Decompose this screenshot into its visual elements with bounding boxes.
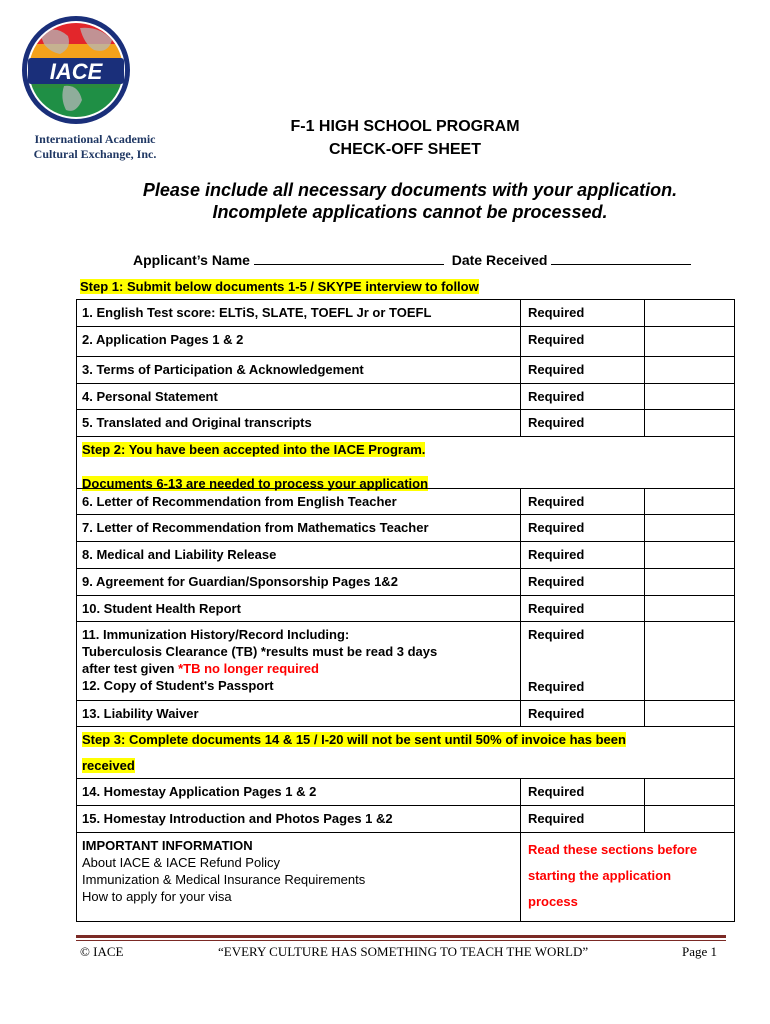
checkbox-cell[interactable] bbox=[645, 515, 734, 541]
step-1-heading: Step 1: Submit below documents 1-5 / SKYPE interview to follow bbox=[80, 279, 479, 294]
checkbox-cell[interactable] bbox=[645, 327, 734, 356]
required-label: Required bbox=[521, 542, 645, 568]
item-label: 9. Agreement for Guardian/Sponsorship Pages 1&2 bbox=[77, 569, 521, 595]
item-label: 8. Medical and Liability Release bbox=[77, 542, 521, 568]
checkbox-cell[interactable] bbox=[645, 806, 734, 832]
item-label: 11. Immunization History/Record Including: bbox=[82, 627, 350, 642]
checkbox-cell[interactable] bbox=[645, 596, 734, 621]
item-label: 3. Terms of Participation & Acknowledgement bbox=[77, 357, 521, 383]
notice-line-2: Incomplete applications cannot be processed. bbox=[212, 202, 608, 222]
required-label: Required bbox=[521, 515, 645, 541]
applicant-name-field[interactable] bbox=[254, 250, 444, 265]
table-row bbox=[76, 409, 735, 436]
required-label: Required bbox=[521, 701, 645, 726]
title-line-1: F-1 HIGH SCHOOL PROGRAM bbox=[290, 118, 520, 135]
step-2-heading: Step 2: You have been accepted into the IACE Program. bbox=[82, 442, 426, 457]
organization-name bbox=[20, 132, 170, 162]
org-line-1: International Academic bbox=[34, 132, 156, 146]
date-received-label: Date Received bbox=[451, 252, 548, 268]
step-2-row bbox=[76, 436, 735, 491]
important-item: How to apply for your visa bbox=[82, 889, 232, 904]
footer-rule-thin bbox=[76, 940, 726, 941]
important-item: Immunization & Medical Insurance Requirements bbox=[82, 872, 366, 887]
page-number: Page 1 bbox=[682, 944, 718, 959]
item-label: 7. Letter of Recommendation from Mathematics Teacher bbox=[77, 515, 521, 541]
checkbox-cell[interactable] bbox=[645, 489, 734, 514]
table-row bbox=[76, 541, 735, 568]
required-label: Required bbox=[521, 806, 645, 832]
title-line-2: CHECK-OFF SHEET bbox=[329, 141, 481, 158]
required-label: Required bbox=[521, 779, 645, 805]
required-label: Required bbox=[521, 596, 645, 621]
required-label: Required bbox=[521, 384, 645, 409]
step-2-subheading: Documents 6-13 are needed to process your application bbox=[82, 476, 429, 491]
footer-motto: “EVERY CULTURE HAS SOMETHING TO TEACH THE WORLD” bbox=[218, 944, 589, 959]
table-row bbox=[76, 621, 735, 700]
table-row bbox=[76, 805, 735, 832]
item-label: 6. Letter of Recommendation from English Teacher bbox=[77, 489, 521, 514]
logo-text: IACE bbox=[49, 59, 103, 84]
table-row bbox=[76, 488, 735, 514]
checkbox-cell[interactable] bbox=[645, 384, 734, 409]
applicant-row bbox=[133, 250, 691, 268]
tb-note: *TB no longer required bbox=[178, 661, 319, 676]
important-note: Read these sections before bbox=[528, 842, 698, 857]
item-label-cont: Tuberculosis Clearance (TB) *results must be read 3 days bbox=[82, 644, 438, 659]
item-label: 12. Copy of Student's Passport bbox=[82, 678, 274, 693]
required-label: Required bbox=[521, 569, 645, 595]
checkbox-cell[interactable] bbox=[645, 357, 734, 383]
important-note-cont: process bbox=[528, 894, 578, 909]
required-label: Required bbox=[521, 327, 645, 356]
table-row bbox=[76, 700, 735, 726]
org-line-2: Cultural Exchange, Inc. bbox=[33, 147, 157, 161]
checkbox-cell[interactable] bbox=[645, 701, 734, 726]
item-label: 4. Personal Statement bbox=[77, 384, 521, 409]
checkbox-cell[interactable] bbox=[645, 779, 734, 805]
step-3-heading: Step 3: Complete documents 14 & 15 / I-20 will not be sent until 50% of invoice has been bbox=[82, 732, 626, 747]
required-label: Required bbox=[521, 410, 645, 436]
table-row bbox=[76, 595, 735, 621]
table-row bbox=[76, 568, 735, 595]
footer-rule bbox=[76, 935, 726, 938]
checkbox-cell[interactable] bbox=[645, 300, 734, 326]
date-received-field[interactable] bbox=[551, 250, 691, 265]
item-label: 10. Student Health Report bbox=[77, 596, 521, 621]
item-label: 5. Translated and Original transcripts bbox=[77, 410, 521, 436]
checkbox-cell[interactable] bbox=[645, 622, 734, 700]
item-label: 14. Homestay Application Pages 1 & 2 bbox=[77, 779, 521, 805]
table-row bbox=[76, 514, 735, 541]
applicant-name-label: Applicant’s Name bbox=[133, 252, 250, 268]
checkbox-cell[interactable] bbox=[645, 410, 734, 436]
required-label: Required bbox=[528, 627, 585, 642]
item-label-cont: after test given bbox=[82, 661, 179, 676]
important-item: About IACE & IACE Refund Policy bbox=[82, 855, 280, 870]
important-note-cont: starting the application bbox=[528, 868, 672, 883]
item-label: 1. English Test score: ELTiS, SLATE, TOEFL Jr or TOEFL bbox=[77, 300, 521, 326]
item-label: 2. Application Pages 1 & 2 bbox=[77, 327, 521, 356]
item-label: 15. Homestay Introduction and Photos Pages 1 &2 bbox=[77, 806, 521, 832]
required-label: Required bbox=[521, 357, 645, 383]
checkbox-cell[interactable] bbox=[645, 569, 734, 595]
important-title: IMPORTANT INFORMATION bbox=[82, 838, 253, 853]
item-label: 13. Liability Waiver bbox=[77, 701, 521, 726]
table-row bbox=[76, 778, 735, 805]
table-row bbox=[76, 383, 735, 409]
iace-logo bbox=[20, 14, 132, 126]
required-label: Required bbox=[528, 679, 585, 694]
table-row bbox=[76, 326, 735, 356]
notice-line-1: Please include all necessary documents with your application. bbox=[142, 180, 678, 200]
footer-copyright: © IACE bbox=[80, 944, 124, 959]
required-label: Required bbox=[521, 300, 645, 326]
important-info-row bbox=[76, 832, 735, 922]
step-3-heading-cont: received bbox=[82, 758, 135, 773]
required-label: Required bbox=[521, 489, 645, 514]
step-3-row bbox=[76, 726, 735, 778]
table-row bbox=[76, 299, 735, 326]
checkbox-cell[interactable] bbox=[645, 542, 734, 568]
table-row bbox=[76, 356, 735, 383]
